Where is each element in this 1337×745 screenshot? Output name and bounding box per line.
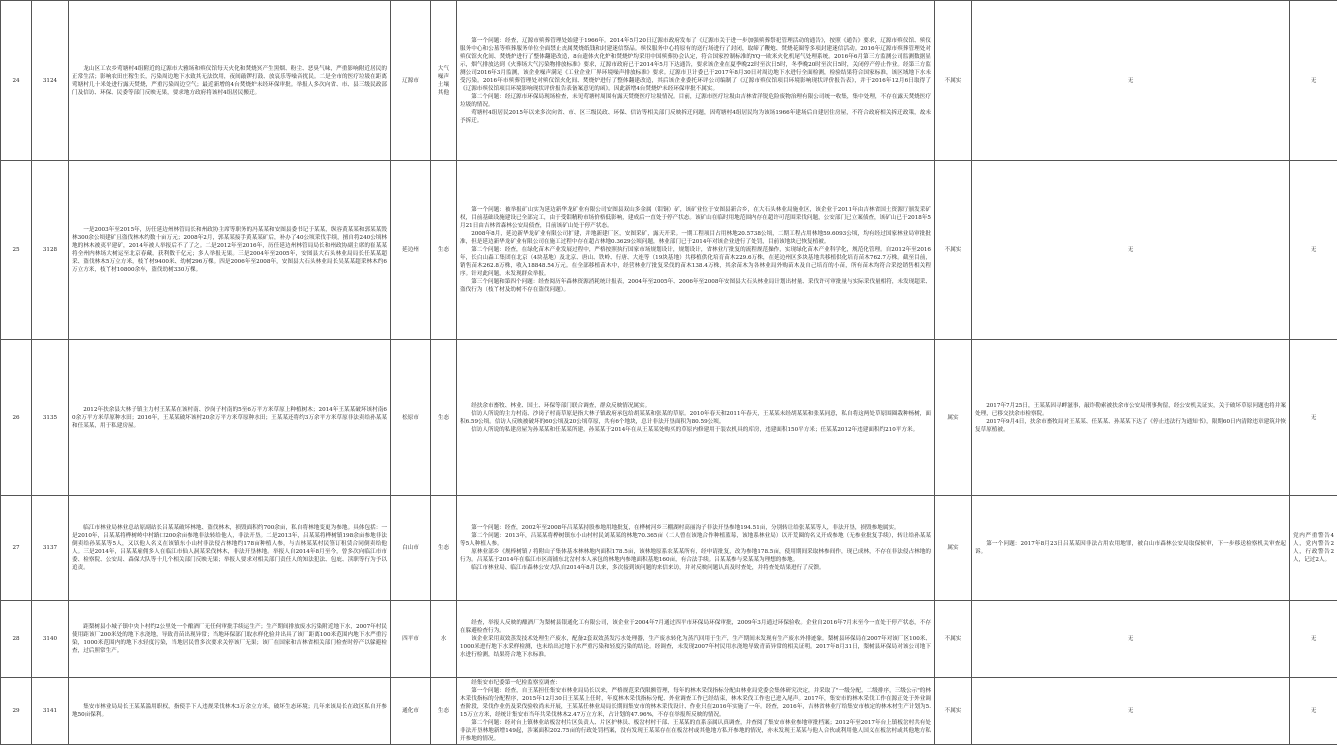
investigation-paragraph: 原林业部乡《规棒树镇 / 将附山子集体基本林林地内面积178.5亩，该林地原系农某某所有，经申请批复，改为参地178.5亩，使用期间采取林参间作，现已成林，不存在非法侵占林地的行为。吕某某于2014年在临江市区商铺东北岔村本人承包的林地内参地面积基地160亩，有合法手续。吕某某参与采某某为理想的参地。 xyxy=(460,548,931,564)
seq-cell: 29 xyxy=(1,678,32,745)
accountability-cell: 无 xyxy=(1290,601,1337,678)
investigation-cell xyxy=(457,678,935,745)
investigation-paragraph: 临江市林业局、临江市森林公安大队自2014年8月以来，多次接到该问题的来信来访，并对反映问题认真及时查处，并将查处结果进行了反馈。 xyxy=(460,564,931,572)
verdict-cell: 属实 xyxy=(935,496,972,601)
accountability-cell: 无 xyxy=(1290,161,1337,340)
investigation-paragraph: 第一个问题：被举报矿山实为延边新华龙矿业有限公司安图县双山多金属（钼铜）矿，该矿业位于安图县新合乡，在大石头林业局施业区，该企业于2011年由吉林省国土资源厅颁发采矿权，目前基础设施建设已全部完工，由于受钼精粉市场价格低影响，建成后一直处于停产状态。该矿山在临时用地范围内存在超许可范围采伐问题，公安部门已立案侦查，该矿山已于2018年5月21日由吉林省森林公安局侦查，目前该矿山处于停产状态。 xyxy=(460,206,931,230)
verdict-cell: 不属实 xyxy=(935,678,972,745)
type-cell xyxy=(431,496,457,601)
table-body xyxy=(1,1,1337,745)
handling-cell xyxy=(972,1,1290,161)
complaint-text: 2012年扶余县大林子镇主力村王某某在该村南、沙岗子村南的5至6万平方米草原上种植树木；2014年王某某破坏该村南60余万平方米草原种水田；2016年，王某某破坏该村20余万平方米草原种水田；王某某还将约3万余平方米草原非法卖给孙某某和任某某，用于私建房屋。 xyxy=(72,406,387,430)
handling-paragraph: 2017年9月4日，扶余市畜牧局对王某某、任某某、孙某某下达了《停止违法行为通知书》，限期60日内清除违章建筑并恢复草原植被。 xyxy=(975,418,1286,434)
seq-cell: 25 xyxy=(1,161,32,340)
verdict-cell: 属实 xyxy=(935,340,972,496)
handling-paragraph: 无 xyxy=(975,77,1286,85)
complaint-cell xyxy=(69,1,391,161)
handling-paragraph: 无 xyxy=(975,635,1286,643)
complaint-text: 距梨树县小城子镇中央卜村约2公里处一个酿酒厂无任何审批手续运生产；生产期间排放废水污染附近地下水，2007年村民使用距该厂200米处的地下水浇地，导致青苗出现异常；当地环保部门取水样化验并出具了该厂距离100米范围内地下水严重污染，1000米范围内的地下水轻度污染，当地居民曾多次要求关停该厂无果；该厂在国家和吉林省相关部门检查时停产以躲避检查，过后照常生产。 xyxy=(72,623,387,655)
investigation-paragraph: 第三个问题和第四个问题：经查阅历年森林资源消耗统计报表，2004年至2005年、2006年至2008年安图县大石头林业局计划出材量、采伐许可审批量与实际采伐量相符，未发现超采、盗伐行为（枝丫材及幼树不存在盗伐问题）。 xyxy=(460,278,931,294)
investigation-paragraph: 该企业采用双效蒸发技术处理生产废水，配备2套双效蒸发污水处理器，生产废水转化为蒸汽回用于生产，生产期间未发现有生产废水外排迹象。梨树县环保局在2007年对该厂区100米、1000米进行地下水采样检测，也未给出过地下水严重污染和轻度污染的结论。经调查，未发现2007年村民用水浇地导致青苗异常的相关证明。2017年8月31日，梨树县环保局对该公司地下水进行检测，结果符合地下水标准。 xyxy=(460,635,931,659)
city-cell: 松原市 xyxy=(391,340,431,496)
investigation-paragraph: 第二个问题：经对台上镇林业站板岔村片区负责人、片区护林员、板岔村村干部、王某某的直系亲属认真调查，并查阅了集安市林业参地审批档案；2012年至2017年台上镇板岔村共有处非法开垦林地新增149起，涉案面积202.75亩的行政处罚档案，没有发现王某某存在在板岔村或其他地方私开参地的情况，亦未发现王某某与他人合伙或利用他人国义在板岔村或其他地方私开参地的情况。 xyxy=(460,719,931,743)
city-cell: 四平市 xyxy=(391,601,431,678)
city-cell: 延边州 xyxy=(391,161,431,340)
type-label: 生态 xyxy=(434,544,453,552)
investigation-paragraph: 信访人所说的主力村南、沙岗子村南草原是指大林子镇政府承包给胡某某和张某的草原。2010年春天和2011年春天，王某某未经胡某某和张某同意，私自将这两处草原围圈栽种杨树，面积6.59公顷。信访人反映被破坏的60公顷及20公顷草原，共有6个地块，总计非法开垦面积为80.59公顷。 xyxy=(460,410,931,426)
accountability-cell: 无 xyxy=(1290,1,1337,161)
complaint-cell xyxy=(69,601,391,678)
handling-cell xyxy=(972,161,1290,340)
investigation-paragraph: 经集安市纪委第一纪检监察室调查： xyxy=(460,679,931,687)
type-label: 生态 xyxy=(434,414,453,422)
type-label: 其他 xyxy=(434,89,453,97)
investigation-cell xyxy=(457,1,935,161)
investigation-paragraph: 第二个问题：经查，在绿化苗木产业发展过程中，严格按照执行国家市场规划设计，规划设计，省林业厅批复的流程规范操作，实现绿化苗木产业科学化，规范化管理。自2012年至2016年，长白山森工集团在北京（4块基地）及北京、唐山、铁岭、行唐、大连等（19块基地）共移植供化培育苗木229.6万株，在延边州区多块基地共移植供化培育苗木762.7万株。截至目前，销售苗木262.8万株，收入18848.54万元。在全部移植苗木中，经营林业厅批复采伐的苗木138.4万株，其余苗木为各林业局外购苗木及自己培育的小苗，所有苗木均符合采挖销售相关程序。针对此问题，未发现群众举报。 xyxy=(460,246,931,278)
seq-cell: 24 xyxy=(1,1,32,161)
complaint-cell xyxy=(69,496,391,601)
seq-cell: 26 xyxy=(1,340,32,496)
accountability-cell: 无 xyxy=(1290,678,1337,745)
complaint-text: 龙山区工农乡莺塘村4组附近的辽源市大雅场和殡仪馆每天火化和焚烧冥产生黑烟、粉尘、恶臭气味，严重影响附近居民的正常生活；影响农田庄稼生长，污染周边地下水致其无法饮用，夜间敲锣打鼓、放哀乐等噪音扰民。二是全市的医疗垃圾在距离莺塘村几十米处进行露天焚烧，严重污染周边空气；最近新增的4台焚烧炉未经环保审批。举报人多次向省、市、县三级民政部门及信访、环保、民委等部门反映无果，要求地方政府将该村4组居民搬迁。 xyxy=(72,65,387,97)
id-cell: 3128 xyxy=(32,161,69,340)
type-label: 噪声 xyxy=(434,73,453,81)
investigation-paragraph: 第二个问题：2013年，吕某某将桦树镇东小山村村民刘某某的林地70.365亩（二人曾在该地合作种植蓝莓，该地系林业局）以开荒圈的名义开成参地（无参业批复手续），转让给孙某某等5人种植人参。 xyxy=(460,532,931,548)
investigation-cell xyxy=(457,161,935,340)
id-cell: 3140 xyxy=(32,601,69,678)
accountability-cell: 党内严重警告4人，党内警告2人，行政警告2人，记过2人。 xyxy=(1290,496,1337,601)
table-row xyxy=(1,678,1337,745)
id-cell: 3124 xyxy=(32,1,69,161)
investigation-paragraph: 信访人所说的私建房屋为孙某某和任某某所建，孙某某于2014年在从王某某处购买的草原内修建用于装农机具的库房，违建面积150平方米；任某某2012年违建面积约210平方米。 xyxy=(460,426,931,434)
type-label: 水 xyxy=(434,635,453,643)
type-label: 生态 xyxy=(434,707,453,715)
complaint-text: 集安市林业局局长王某某滥用职权，指使手下人违规采伐林木3万余立方米，破坏生态环境；几年来该局长在政区私自开参地50亩保利。 xyxy=(72,703,387,719)
type-cell xyxy=(431,1,457,161)
table-row xyxy=(1,161,1337,340)
city-cell: 白山市 xyxy=(391,496,431,601)
complaint-cell xyxy=(69,161,391,340)
table-row xyxy=(1,340,1337,496)
table-row xyxy=(1,1,1337,161)
table-row xyxy=(1,601,1337,678)
investigation-cell xyxy=(457,340,935,496)
investigation-cell xyxy=(457,601,935,678)
verdict-cell: 不属实 xyxy=(935,1,972,161)
complaint-cell xyxy=(69,678,391,745)
city-cell: 辽源市 xyxy=(391,1,431,161)
investigation-paragraph: 经查，举报人反映的酿酒厂为梨树县银通化工有限公司，该企业于2004年7月通过四平市环保局环保审批，2009年3月通过环保验收。企业自2016年7月末至今一直处于停产状态，不存在躲避检查行为。 xyxy=(460,619,931,635)
handling-paragraph: 无 xyxy=(975,707,1286,715)
handling-cell xyxy=(972,340,1290,496)
handling-cell xyxy=(972,601,1290,678)
id-cell: 3141 xyxy=(32,678,69,745)
complaint-cell xyxy=(69,340,391,496)
seq-cell: 27 xyxy=(1,496,32,601)
handling-paragraph: 第一个问题：2017年8月23日吕某某因非法占用农用地罪，被白山市森林公安局取保候审，下一步移送检察机关审查起诉。 xyxy=(975,540,1286,556)
verdict-cell: 不属实 xyxy=(935,601,972,678)
investigation-paragraph: 第一个问题：经查，2002年至2008年吕某某持股参地用地批复，在桦树河乡三棚湖村高丽沟子非法开垦参地194.51亩，分别转让给张某某等人，非法开垦，损毁参地属实。 xyxy=(460,524,931,532)
investigation-paragraph: 2008年8月，延边新华龙矿业有限公司扩建，并地新建厂区，安图采矿，露天开采。一期工程项目占用林地20.5738公顷，二期工程占用林地59.6093公顷，均有经过国家林业局审批批准，但是延边新华龙矿业有限公司在施工过程中存在超占林地0.3629公顷问题，林业部门已于2014年对该企业进行了处罚，目前该地块已恢复植被。 xyxy=(460,230,931,246)
type-label: 土壤 xyxy=(434,81,453,89)
type-cell xyxy=(431,161,457,340)
investigation-paragraph: 莺塘村4组居民2015年以来多次向省、市、区三级民政、环保、信访等相关部门反映拆迁问题，因莺塘村4组居民均为该场1966年建场后自建居住房屋，不符合政府相关拆迁政策，故未予拆迁。 xyxy=(460,109,931,125)
type-cell xyxy=(431,340,457,496)
city-cell: 通化市 xyxy=(391,678,431,745)
type-label: 大气 xyxy=(434,65,453,73)
handling-paragraph: 无 xyxy=(975,246,1286,254)
table-row xyxy=(1,496,1337,601)
investigation-cell xyxy=(457,496,935,601)
investigation-paragraph: 第二个问题：经辽源市环保局现场检查，未见莺塘村周围有露天焚烧医疗垃圾情况。目前，辽源市医疗垃圾由吉林省洋锐危险废物治理有限公司统一收集，集中处理，不存在露天焚烧医疗垃圾的情况。 xyxy=(460,93,931,109)
verdict-cell: 不属实 xyxy=(935,161,972,340)
id-cell: 3135 xyxy=(32,340,69,496)
seq-cell: 28 xyxy=(1,601,32,678)
accountability-cell: 无 xyxy=(1290,340,1337,496)
complaint-text: 一是2003年至2015年，历任延边州林管局长和州政协主席等职务的冯某某和安图县委书记于某某，纵容黄某某和郭某某毁林300余公顷建矿且盗伐林木约数十亩万元；2008年2月，郭某某接手黄某某矿后，补办了40公顷采伐手续，擅自将240公顷林地的林木被夷平建矿，2014年被人举报后不了了之。二是2012年至2016年，历任延边州林管局局长和州政协副主席的崔某某将全州内林场大树运至北京春藏，获利数千亿元；多人举报无果。三是2004年至2005年，安图县大石头林业局局长任某某超采、盗伐林木5万立方米，枝丫材9400米、幼树296万棵。四是2006年至2008年，安图县大石头林业局长吴某某超采林木约6万立方米，枝丫材10800余车，盗伐幼树330万棵。 xyxy=(72,226,387,274)
type-cell xyxy=(431,678,457,745)
complaint-text: 临江市林业局林业总站原副站长吕某某破坏林地、盗伐林木，损毁面积约700余亩，私自将林地变更为参地。具体包括：一是2010年，吕某某将桦树岭中村路口200余亩参地非法转给他人，非法开垦。二是2013年，吕某某将桦树镇198余亩参地非法倒卖给孙某某等5人，又以他人名义在该镇东小山村非法侵占林地约178亩种植人参，与吉林某某村民签订租赁合同倒卖给他人。三是2014年，吕某某雇佣多人在临江市仙人洞某采伐林木，非法开垦林地。举报人自2014年8月至今，曾多次向临江市市委、检察院、公安局、森保大队等十几个相关部门反映无果；举报人要求对相关部门责任人的知法犯法、包庇、渎职等行为予以追责。 xyxy=(72,524,387,572)
investigation-paragraph: 第一个问题：经查，自王某担任集安市林业局局长以来，严格规范采伐限额管理，每年的林木采伐指标分配由林业局党委会集体研究决定，并采取了"一级分配，二级排序，三级公示"的林木采伐指标的分配程序，2015年12月30日王某某上任时，年度林木采伐指标分配、外业调查工作已经结束，林木采伐工作也已进入尾声。2017年，集安市的林木采伐工作在源正处于外业调查阶段，采伐作业仍及采伐验收尚未开展，王某某任林业局局长期间集安市的林木采伐设计、作业只在2016年实施了一年。经查，2016年，吉林省林业厅给集安市核定的林木材生产计划为5.15万立方米，经统计集安市当年共采伐林木2.47万立方米，占计划的47.96%，不存在举报所反映的情况。 xyxy=(460,687,931,719)
investigation-paragraph: 经扶余市畜牧、林业、国土、环保等部门联合调查，群众反映情况属实。 xyxy=(460,402,931,410)
id-cell: 3137 xyxy=(32,496,69,601)
handling-paragraph: 2017年7月25日，王某某因寻衅滋事，敲诈勒索被扶余市公安局刑事拘留，经公安机关证实，关于破坏草原问题也将并案处理，已移交扶余市检察院。 xyxy=(975,402,1286,418)
type-label: 生态 xyxy=(434,246,453,254)
investigation-paragraph: 第一个问题：经查，辽源市殡葬管理处始建于1966年。2014年5月20日辽源市政府发布了《辽源市关于进一步加强殡葬祭祀管理活动的通告》，按照《通告》要求，辽源市殡仪馆、殡仪服务中心和公墓等殡葬服务单位全面禁止丧属焚烧纸钱和封建迷信祭品。殡仪服务中心将原有的送行场进行了封闭，取缔了鞭炮、焚烧花圈等多项封建迷信活动。2016年辽源市殡葬管理处对殡仪馆火化间、焚烧炉进行了整体翻建改造，8台遗体火化炉和焚烧炉均采用中国殡葬协会认定，符合国家控制标准的YQ一欧米火化机尾气处理系统。2016年6月第三方监测公司监测数据显示，烟气排放达到《火葬场大气污染物排放标准》要求，辽源市政府已于2014年5月下达通告，要求该企业在夏季晚22时至次日5时，冬季晚20时至次日5时，关闭停产停止作业。经第三方监测公司2016年3月监测，该企业噪声满足《工业企业厂界环境噪声排放标准》要求。辽源市卫计委已于2017年8月30日对周边地下水进行全面检测，检验结果符合国家标准，该区域地下水未受污染。2016年市殡葬管理处对殡仪馆火化间、焚烧炉进行了整体翻建改造，其后该企业委托环评公司编制了《辽源市殡仪馆项目环境影响现状评价报告表》，并于2016年12月6日取得了《辽源市殡仪馆项目环境影响现状评价报告表备案意见的函》。因此新增4台焚烧炉未经环保审批不属实。 xyxy=(460,37,931,93)
type-cell xyxy=(431,601,457,678)
handling-cell xyxy=(972,678,1290,745)
handling-cell xyxy=(972,496,1290,601)
